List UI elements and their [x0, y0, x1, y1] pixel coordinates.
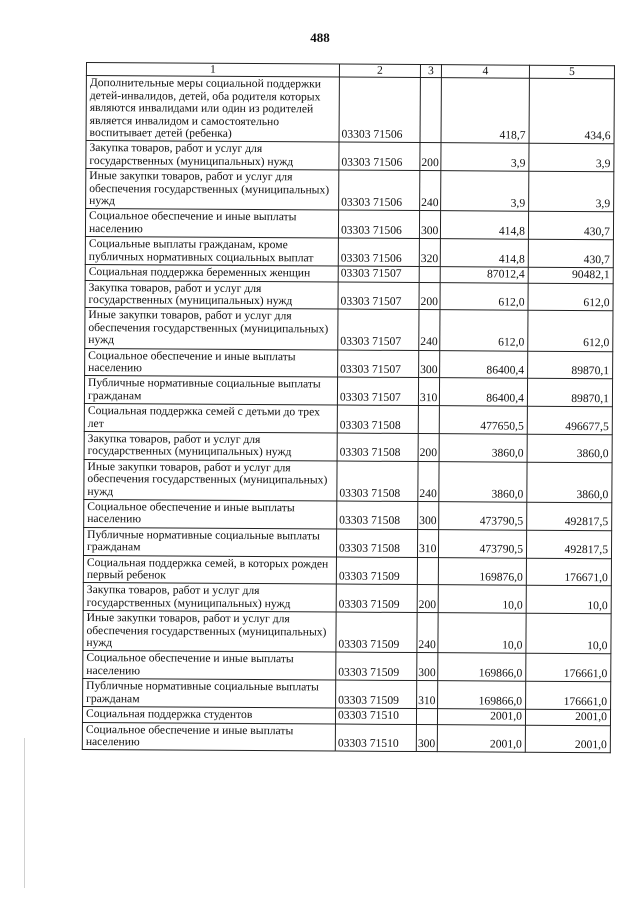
- row-expense-type: 300: [416, 724, 437, 752]
- table-row: [86, 169, 614, 212]
- row-name: Иные закупки товаров, работ и услуг для обеспечения государственных (муниципальных) нужд: [84, 459, 337, 501]
- row-code: 03303 71507: [338, 309, 419, 350]
- row-value-col5: 3860,0: [527, 462, 612, 503]
- row-expense-type: 200: [418, 434, 439, 462]
- row-name: Публичные нормативные социальные выплаты гражданам: [83, 527, 336, 556]
- row-name: Иные закупки товаров, работ и услуг для обеспечения государственных (муниципальных) нужд: [85, 308, 338, 350]
- row-value-col5: 2001,0: [525, 725, 610, 753]
- row-value-col4: 477650,5: [439, 406, 527, 434]
- column-header-1: 1: [86, 63, 339, 78]
- row-code: 03303 71509: [336, 557, 417, 585]
- budget-table: [82, 62, 615, 754]
- row-value-col5: 10,0: [526, 613, 611, 654]
- row-value-col4: 473790,5: [438, 529, 526, 557]
- row-value-col5: 430,7: [528, 212, 613, 240]
- row-value-col5: 612,0: [528, 311, 613, 352]
- row-expense-type: [419, 267, 440, 283]
- row-expense-type: 320: [419, 239, 440, 267]
- row-name: Закупка товаров, работ и услуг для государственных (муниципальных) нужд: [85, 280, 338, 309]
- row-value-col5: 89870,1: [528, 351, 613, 379]
- row-value-col4: 86400,4: [439, 378, 527, 406]
- row-expense-type: 300: [419, 350, 440, 378]
- row-name: Социальные выплаты гражданам, кроме публичных нормативных социальных выплат: [85, 237, 338, 266]
- row-code: 03303 71508: [336, 529, 417, 557]
- row-expense-type: 300: [418, 502, 439, 530]
- row-name: Социальное обеспечение и иные выплаты населению: [85, 348, 338, 377]
- row-value-col4: 10,0: [438, 613, 526, 654]
- row-expense-type: [418, 406, 439, 434]
- row-value-col4: 169866,0: [438, 681, 526, 709]
- row-expense-type: 200: [417, 585, 438, 613]
- row-code: 03303 71508: [337, 461, 418, 502]
- row-expense-type: 300: [419, 211, 440, 239]
- column-header-4: 4: [441, 65, 529, 79]
- table-row: [84, 499, 612, 530]
- budget-table-sheet: [82, 62, 614, 754]
- table-row: [86, 141, 614, 172]
- row-value-col4: 2001,0: [437, 724, 525, 752]
- row-name: Социальное обеспечение и иные выплаты населению: [82, 722, 335, 751]
- row-name: Иные закупки товаров, работ и услуг для обеспечения государственных (муниципальных) нужд: [86, 169, 339, 211]
- table-row: [85, 348, 613, 379]
- row-value-col4: 169866,0: [438, 653, 526, 681]
- page-number: 488: [310, 30, 330, 45]
- row-value-col5: 90482,1: [528, 267, 613, 283]
- table-row: [85, 280, 613, 311]
- row-code: 03303 71509: [336, 653, 417, 681]
- row-value-col5: 496677,5: [527, 406, 612, 434]
- row-code: 03303 71508: [337, 405, 418, 433]
- row-code: 03303 71507: [338, 266, 419, 282]
- table-row: [85, 209, 613, 240]
- table-row: [83, 583, 611, 614]
- row-code: 03303 71510: [335, 708, 416, 724]
- row-value-col5: 430,7: [528, 239, 613, 267]
- row-value-col5: 10,0: [526, 586, 611, 614]
- row-value-col4: 612,0: [440, 310, 528, 351]
- row-value-col4: 3,9: [441, 171, 529, 212]
- row-value-col5: 3,9: [529, 144, 614, 172]
- row-value-col4: 418,7: [441, 78, 529, 144]
- table-row: [83, 611, 611, 654]
- row-value-col5: 176671,0: [526, 558, 611, 586]
- row-expense-type: 300: [417, 653, 438, 681]
- row-name: Закупка товаров, работ и услуг для государственных (муниципальных) нужд: [83, 583, 336, 612]
- row-expense-type: [416, 709, 437, 725]
- row-name: Иные закупки товаров, работ и услуг для обеспечения государственных (муниципальных) нужд: [83, 611, 336, 653]
- row-value-col4: 414,8: [440, 211, 528, 239]
- row-expense-type: 240: [418, 461, 439, 501]
- row-value-col4: 3860,0: [439, 461, 527, 502]
- row-expense-type: 200: [419, 282, 440, 310]
- row-value-col5: 176661,0: [526, 681, 611, 709]
- row-value-col5: 612,0: [528, 283, 613, 311]
- row-code: 03303 71509: [336, 680, 417, 708]
- row-value-col4: 10,0: [438, 585, 526, 613]
- row-value-col4: 86400,4: [440, 350, 528, 378]
- column-header-3: 3: [420, 65, 441, 79]
- row-expense-type: 200: [420, 143, 441, 171]
- row-value-col4: 612,0: [440, 282, 528, 310]
- row-code: 03303 71508: [337, 501, 418, 529]
- table-body: [82, 76, 614, 753]
- row-name: Социальная поддержка беременных женщин: [85, 265, 338, 282]
- row-value-col4: 3860,0: [439, 434, 527, 462]
- row-value-col5: 3860,0: [527, 434, 612, 462]
- row-name: Социальная поддержка семей, в которых рожден первый ребенок: [83, 555, 336, 584]
- row-code: 03303 71506: [338, 211, 419, 239]
- row-code: 03303 71506: [339, 142, 420, 170]
- row-name: Закупка товаров, работ и услуг для государственных (муниципальных) нужд: [84, 431, 337, 460]
- row-name: Социальное обеспечение и иные выплаты населению: [83, 651, 336, 680]
- row-value-col4: 169876,0: [438, 557, 526, 585]
- row-expense-type: 240: [417, 613, 438, 653]
- row-code: 03303 71507: [338, 350, 419, 378]
- row-expense-type: 240: [419, 310, 440, 350]
- row-name: Закупка товаров, работ и услуг для государственных (муниципальных) нужд: [86, 141, 339, 170]
- row-value-col4: 414,8: [440, 239, 528, 267]
- row-name: Дополнительные меры социальной поддержки детей-инвалидов, детей, оба родителя которых являются инвалидами или один из родителей является инвалидом и самостоятельно воспитывает детей (ребенка): [86, 76, 339, 143]
- table-row: [84, 404, 612, 435]
- column-header-2: 2: [339, 64, 420, 78]
- row-expense-type: 310: [417, 529, 438, 557]
- table-row: [85, 308, 613, 351]
- row-value-col4: 2001,0: [437, 709, 525, 725]
- row-name: Публичные нормативные социальные выплаты гражданам: [83, 679, 336, 708]
- row-value-col5: 176661,0: [526, 654, 611, 682]
- table-row: [83, 555, 611, 586]
- row-expense-type: 240: [420, 171, 441, 211]
- table-row: [86, 76, 614, 144]
- row-code: 03303 71506: [338, 238, 419, 266]
- row-name: Публичные нормативные социальные выплаты гражданам: [84, 376, 337, 405]
- table-row: [84, 431, 612, 462]
- row-code: 03303 71507: [337, 377, 418, 405]
- row-code: 03303 71510: [335, 724, 416, 752]
- row-value-col5: 434,6: [529, 79, 614, 145]
- row-value-col4: 87012,4: [440, 267, 528, 283]
- table-row: [83, 651, 611, 682]
- table-row: [83, 527, 611, 558]
- row-name: Социальное обеспечение и иные выплаты населению: [85, 209, 338, 238]
- row-value-col5: 89870,1: [527, 379, 612, 407]
- row-value-col5: 3,9: [529, 171, 614, 212]
- row-expense-type: [417, 557, 438, 585]
- row-name: Социальная поддержка семей с детьми до трех лет: [84, 404, 337, 433]
- table-row: [85, 237, 613, 268]
- row-code: 03303 71506: [339, 77, 420, 143]
- row-expense-type: 310: [417, 681, 438, 709]
- row-name: Социальное обеспечение и иные выплаты населению: [84, 499, 337, 528]
- row-value-col4: 473790,5: [439, 502, 527, 530]
- table-row: [83, 679, 611, 710]
- table-row: [84, 459, 612, 502]
- column-header-5: 5: [529, 65, 614, 79]
- row-value-col4: 3,9: [441, 143, 529, 171]
- row-code: 03303 71508: [337, 433, 418, 461]
- row-expense-type: 310: [418, 378, 439, 406]
- scan-margin-line: [24, 738, 25, 888]
- table-row: [84, 376, 612, 407]
- row-name: Социальная поддержка студентов: [82, 707, 335, 724]
- row-value-col5: 2001,0: [525, 709, 610, 725]
- row-value-col5: 492817,5: [526, 530, 611, 558]
- row-expense-type: [420, 78, 441, 143]
- row-code: 03303 71506: [339, 170, 420, 211]
- row-value-col5: 492817,5: [527, 502, 612, 530]
- table-row: [82, 722, 610, 753]
- row-code: 03303 71509: [336, 612, 417, 653]
- row-code: 03303 71509: [336, 584, 417, 612]
- row-code: 03303 71507: [338, 282, 419, 310]
